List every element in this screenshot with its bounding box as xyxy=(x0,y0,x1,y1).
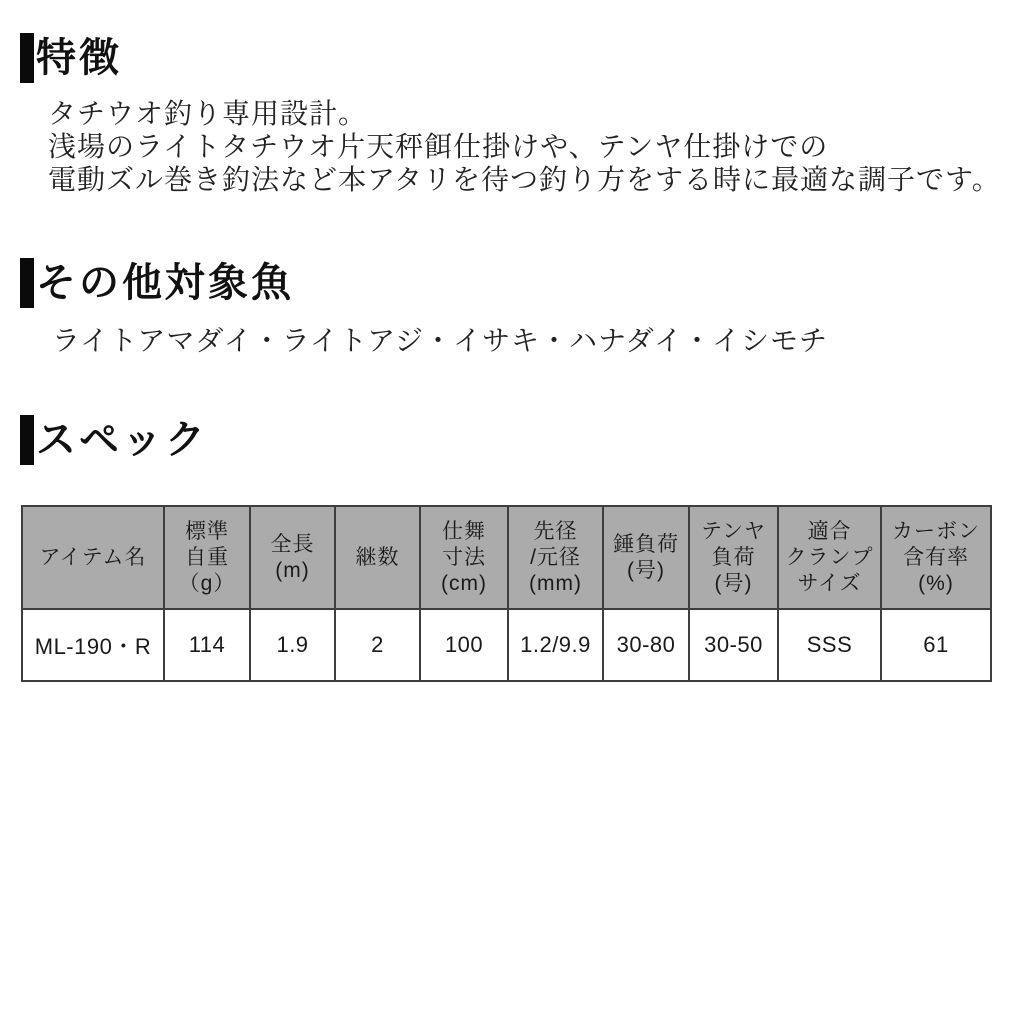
spec-table-body xyxy=(22,609,991,681)
spec-value-3: 2 xyxy=(335,609,420,681)
spec-col-header-3: 継数 xyxy=(335,506,420,609)
features-line-3: 電動ズル巻き釣法など本アタリを待つ釣り方をする時に最適な調子です。 xyxy=(48,164,1001,195)
spec-value-5: 1.2/9.9 xyxy=(508,609,603,681)
heading-marker-bar xyxy=(20,33,34,83)
features-heading xyxy=(20,33,122,83)
other-fish-heading-label: その他対象魚 xyxy=(36,261,294,305)
other-fish-list: ライトアマダイ・ライトアジ・イサキ・ハナダイ・イシモチ xyxy=(52,325,829,356)
spec-heading xyxy=(20,415,208,465)
features-line-2: 浅場のライトタチウオ片天秤餌仕掛けや、テンヤ仕掛けでの xyxy=(48,131,829,162)
spec-data-row-0 xyxy=(22,609,991,681)
spec-value-0: ML-190・R xyxy=(22,609,164,681)
spec-value-4: 100 xyxy=(420,609,508,681)
spec-value-6: 30-80 xyxy=(603,609,689,681)
spec-col-header-8: 適合 クランプ サイズ xyxy=(778,506,881,609)
spec-value-1: 114 xyxy=(164,609,250,681)
spec-header-row xyxy=(22,506,991,609)
spec-col-header-7: テンヤ 負荷 (号) xyxy=(689,506,778,609)
features-heading-label: 特徴 xyxy=(36,36,122,80)
heading-marker-bar xyxy=(20,258,34,308)
spec-col-header-4: 仕舞 寸法 (cm) xyxy=(420,506,508,609)
spec-col-header-5: 先径 /元径 (mm) xyxy=(508,506,603,609)
spec-col-header-6: 錘負荷 (号) xyxy=(603,506,689,609)
spec-col-header-9: カーボン 含有率 (%) xyxy=(881,506,991,609)
spec-col-header-2: 全長 (m) xyxy=(250,506,335,609)
other-fish-heading xyxy=(20,258,294,308)
features-line-1: タチウオ釣り専用設計。 xyxy=(48,98,368,129)
features-paragraph xyxy=(48,97,1001,196)
spec-table xyxy=(21,505,992,682)
spec-value-2: 1.9 xyxy=(250,609,335,681)
spec-value-8: SSS xyxy=(778,609,881,681)
spec-col-header-1: 標準 自重 （g） xyxy=(164,506,250,609)
spec-heading-label: スペック xyxy=(36,418,208,462)
spec-col-header-0: アイテム名 xyxy=(22,506,164,609)
heading-marker-bar xyxy=(20,415,34,465)
spec-value-9: 61 xyxy=(881,609,991,681)
spec-value-7: 30-50 xyxy=(689,609,778,681)
